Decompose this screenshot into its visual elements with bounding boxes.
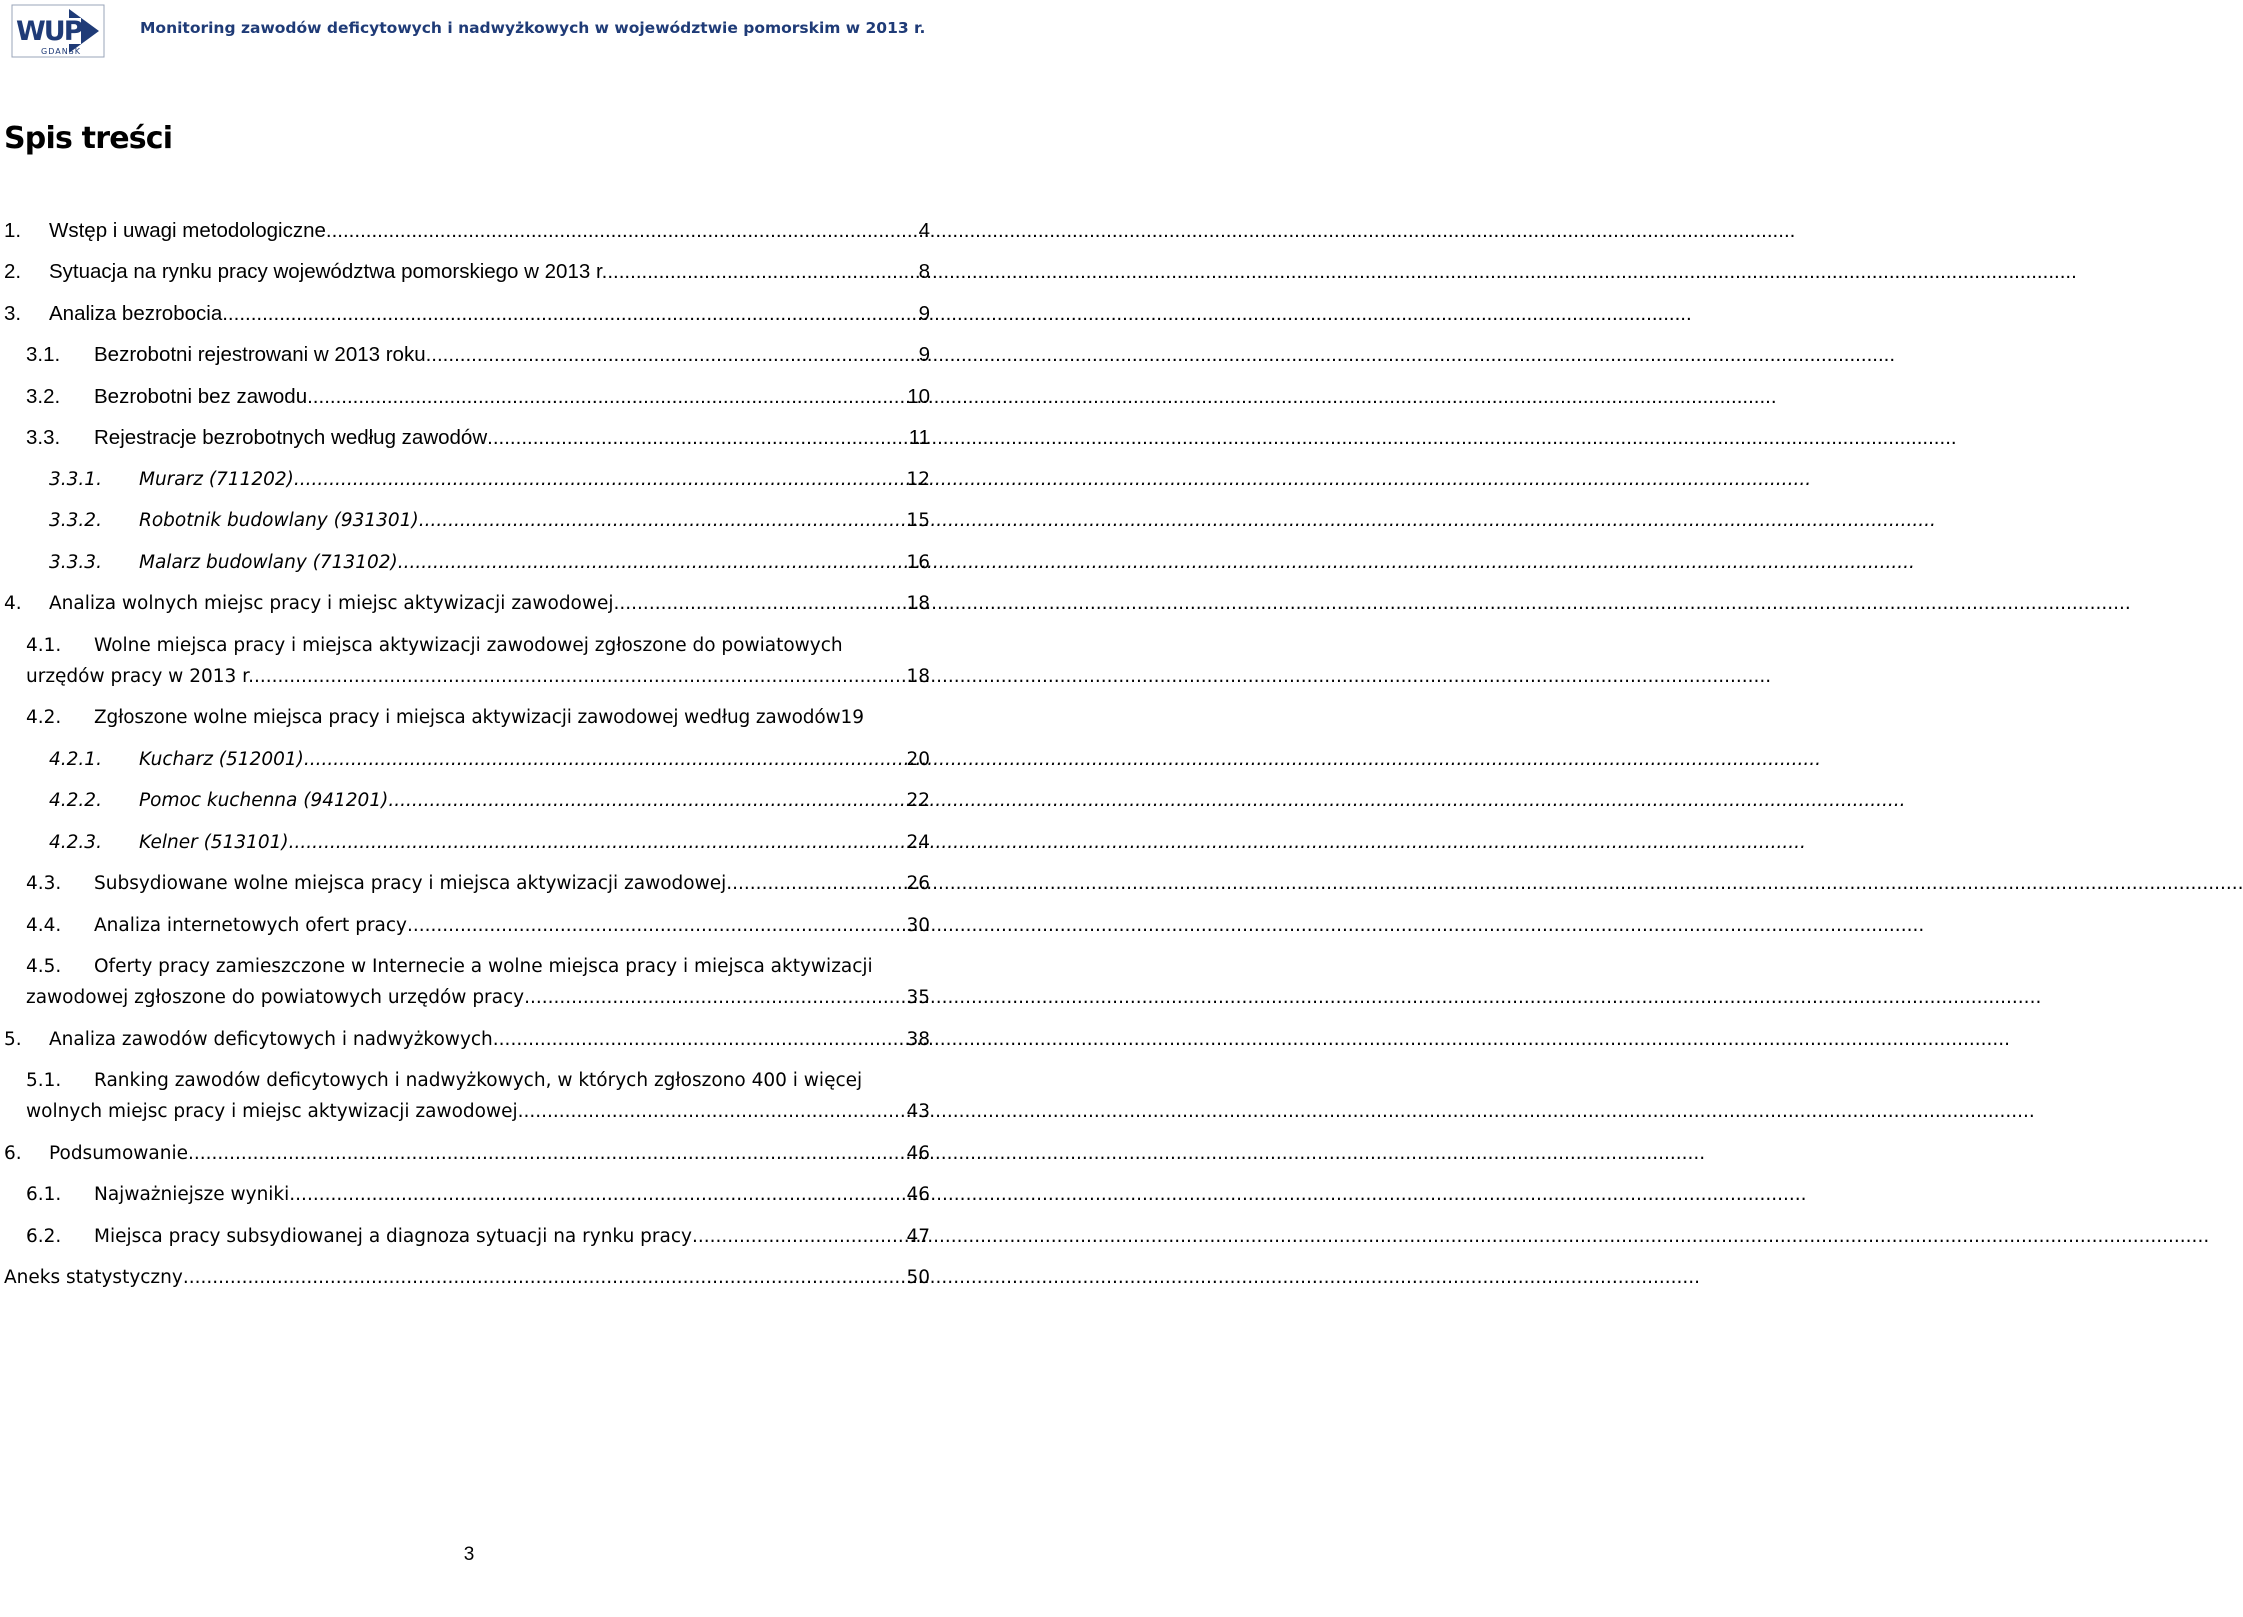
toc-entry[interactable] — [26, 911, 930, 941]
logo-subtext: GDANSK — [41, 47, 81, 56]
toc-entry-title: Kelner (513101) — [139, 832, 289, 853]
toc-leader-dots — [294, 465, 907, 495]
toc-entry[interactable] — [26, 1180, 930, 1210]
toc-entry-first-line[interactable] — [26, 631, 843, 661]
toc-entry-number: 6. — [4, 1143, 22, 1164]
toc-entry[interactable] — [26, 382, 930, 412]
toc-entry-number: 3. — [4, 302, 22, 325]
toc-leader-dots — [222, 299, 918, 329]
toc-entry-title: Miejsca pracy subsydiowanej a diagnoza sytuacji na rynku pracy — [94, 1226, 692, 1247]
toc-entry-title-continued: urzędów pracy w 2013 r. — [26, 666, 254, 687]
toc-entry-page: 9 — [918, 343, 930, 366]
toc-entry-page: 18 — [906, 666, 930, 687]
toc-entry-first-line[interactable] — [26, 1066, 862, 1096]
toc-entry-number: 3.2. — [26, 385, 61, 408]
toc-entry-page: 43 — [906, 1101, 930, 1122]
toc-entry-page: 50 — [906, 1267, 930, 1288]
toc-entry[interactable] — [4, 257, 930, 287]
toc-entry-number: 5.1. — [26, 1070, 62, 1091]
toc-leader-dots — [307, 382, 907, 412]
toc-leader-dots — [614, 589, 907, 619]
toc-entry-title: Kucharz (512001) — [139, 749, 304, 770]
toc-entry-number: 4. — [4, 593, 22, 614]
toc-entry[interactable] — [4, 299, 930, 329]
toc-entry-title: Najważniejsze wyniki — [94, 1184, 290, 1205]
toc-entry-title: Oferty pracy zamieszczone w Internecie a wolne miejsca pracy i miejsca aktywizacji — [94, 956, 873, 977]
toc-entry-page: 10 — [907, 385, 930, 408]
toc-entry-number: 4.2.1. — [49, 749, 102, 770]
toc-entry-title: Podsumowanie — [49, 1143, 188, 1164]
toc-entry-page: 12 — [906, 469, 930, 490]
toc-entry[interactable] — [26, 423, 930, 453]
toc-heading: Spis treści — [4, 121, 173, 156]
toc-entry[interactable] — [26, 1097, 930, 1127]
toc-entry-page: 15 — [906, 510, 930, 531]
toc-entry[interactable] — [4, 216, 930, 246]
toc-entry-page: 35 — [906, 987, 930, 1008]
toc-entry-page: 22 — [906, 790, 930, 811]
toc-entry[interactable] — [4, 1263, 930, 1293]
page-header — [0, 0, 960, 60]
toc-leader-dots — [398, 548, 907, 578]
toc-entry-title: Analiza bezrobocia — [49, 302, 223, 325]
toc-entry-title: Wstęp i uwagi metodologiczne — [49, 219, 326, 242]
toc-entry-title: Analiza zawodów deficytowych i nadwyżkowych — [49, 1029, 493, 1050]
toc-entry[interactable] — [26, 869, 930, 899]
toc-entry-page: 38 — [906, 1029, 930, 1050]
toc-entry[interactable] — [49, 548, 930, 578]
toc-entry-page: 11 — [908, 426, 930, 449]
toc-entry-page: 9 — [918, 302, 930, 325]
toc-entry-title: Analiza wolnych miejsc pracy i miejsc aktywizacji zawodowej — [49, 593, 614, 614]
toc-entry-page: 4 — [918, 219, 930, 242]
toc-leader-dots — [487, 423, 909, 453]
toc-entry-title: Robotnik budowlany (931301) — [139, 510, 419, 531]
document-title: Monitoring zawodów deficytowych i nadwyżkowych w województwie pomorskim w 2013 r. — [140, 19, 926, 37]
toc-leader-dots — [524, 983, 906, 1013]
toc-leader-dots — [419, 506, 907, 536]
toc-entry-page: 24 — [906, 832, 930, 853]
toc-entry[interactable] — [49, 828, 930, 858]
toc-entry[interactable] — [49, 506, 930, 536]
toc-entry-title: Pomoc kuchenna (941201) — [139, 790, 389, 811]
toc-entry-first-line[interactable] — [26, 952, 873, 982]
toc-entry[interactable] — [26, 703, 930, 733]
toc-entry[interactable] — [49, 786, 930, 816]
toc-entry-number: 6.2. — [26, 1226, 62, 1247]
toc-entry-title: Ranking zawodów deficytowych i nadwyżkowych, w których zgłoszono 400 i więcej — [94, 1070, 863, 1091]
toc-leader-dots — [289, 1180, 906, 1210]
toc-entry-page: 30 — [906, 915, 930, 936]
toc-entry-number: 4.2.3. — [49, 832, 102, 853]
toc-entry-page: 46 — [906, 1184, 930, 1205]
toc-entry-title: Malarz budowlany (713102) — [139, 552, 398, 573]
toc-entry-number: 3.3.3. — [49, 552, 102, 573]
toc-entry-page: 8 — [918, 260, 930, 283]
toc-leader-dots — [289, 828, 907, 858]
toc-entry-title-continued: zawodowej zgłoszone do powiatowych urzędów pracy — [26, 987, 525, 1008]
toc-entry-number: 1. — [4, 219, 22, 242]
toc-entry-number: 5. — [4, 1029, 22, 1050]
toc-entry-page: 20 — [906, 749, 930, 770]
toc-entry-title: Analiza internetowych ofert pracy — [94, 915, 408, 936]
toc-entry-page: 16 — [906, 552, 930, 573]
toc-entry[interactable] — [26, 340, 930, 370]
toc-entry-title: Murarz (711202) — [139, 469, 294, 490]
toc-entry[interactable] — [26, 983, 930, 1013]
toc-entry[interactable] — [4, 589, 930, 619]
toc-leader-dots — [183, 1263, 907, 1293]
toc-leader-dots — [426, 340, 919, 370]
toc-leader-dots — [304, 745, 907, 775]
toc-leader-dots — [726, 869, 906, 899]
toc-entry-number: 3.3. — [26, 426, 61, 449]
page-number: 3 — [463, 1544, 475, 1565]
toc-entry-title: Sytuacja na rynku pracy województwa pomorskiego w 2013 r. — [49, 260, 608, 283]
toc-entry-title: Bezrobotni rejestrowani w 2013 roku — [94, 343, 426, 366]
toc-entry-number: 4.2. — [26, 707, 62, 728]
toc-leader-dots — [188, 1139, 906, 1169]
toc-entry[interactable] — [26, 1222, 930, 1252]
toc-entry-title: Bezrobotni bez zawodu — [94, 385, 308, 408]
toc-entry-page: 19 — [840, 707, 865, 728]
toc-entry[interactable] — [26, 662, 930, 692]
toc-leader-dots — [407, 911, 906, 941]
toc-leader-dots — [493, 1025, 907, 1055]
toc-entry-page: 26 — [906, 873, 930, 894]
toc-entry[interactable] — [49, 465, 930, 495]
toc-entry-number: 4.1. — [26, 635, 62, 656]
toc-entry-title-continued: wolnych miejsc pracy i miejsc aktywizacji zawodowej — [26, 1101, 518, 1122]
toc-entry-number: 3.1. — [26, 343, 61, 366]
toc-leader-dots — [388, 786, 906, 816]
logo-text: WUP — [16, 16, 82, 47]
toc-entry-number: 3.3.1. — [49, 469, 102, 490]
toc-leader-dots — [326, 216, 919, 246]
toc-entry-title: Zgłoszone wolne miejsca pracy i miejsca aktywizacji zawodowej według zawodów — [94, 707, 841, 728]
toc-entry-number: 4.4. — [26, 915, 62, 936]
toc-leader-dots — [607, 257, 918, 287]
toc-entry-page: 47 — [906, 1226, 930, 1247]
toc-entry-title: Subsydiowane wolne miejsca pracy i miejsca aktywizacji zawodowej — [94, 873, 727, 894]
toc-entry[interactable] — [4, 1025, 930, 1055]
toc-entry-page: 18 — [906, 593, 930, 614]
toc-entry-number: 4.3. — [26, 873, 62, 894]
toc-entry-page: 46 — [906, 1143, 930, 1164]
toc-entry-number: 6.1. — [26, 1184, 62, 1205]
toc-leader-dots — [254, 662, 907, 692]
toc-entry-title: Wolne miejsca pracy i miejsca aktywizacji zawodowej zgłoszone do powiatowych — [94, 635, 843, 656]
wup-logo — [11, 4, 105, 58]
toc-entry-number: 3.3.2. — [49, 510, 102, 531]
toc-entry-title: Rejestracje bezrobotnych według zawodów — [94, 426, 488, 449]
toc-entry-number: 2. — [4, 260, 22, 283]
toc-entry[interactable] — [4, 1139, 930, 1169]
toc-entry-number: 4.5. — [26, 956, 62, 977]
toc-entry[interactable] — [49, 745, 930, 775]
toc-entry-number: 4.2.2. — [49, 790, 102, 811]
toc-leader-dots — [518, 1097, 907, 1127]
toc-entry-title: Aneks statystyczny — [4, 1267, 183, 1288]
toc-leader-dots — [692, 1222, 906, 1252]
